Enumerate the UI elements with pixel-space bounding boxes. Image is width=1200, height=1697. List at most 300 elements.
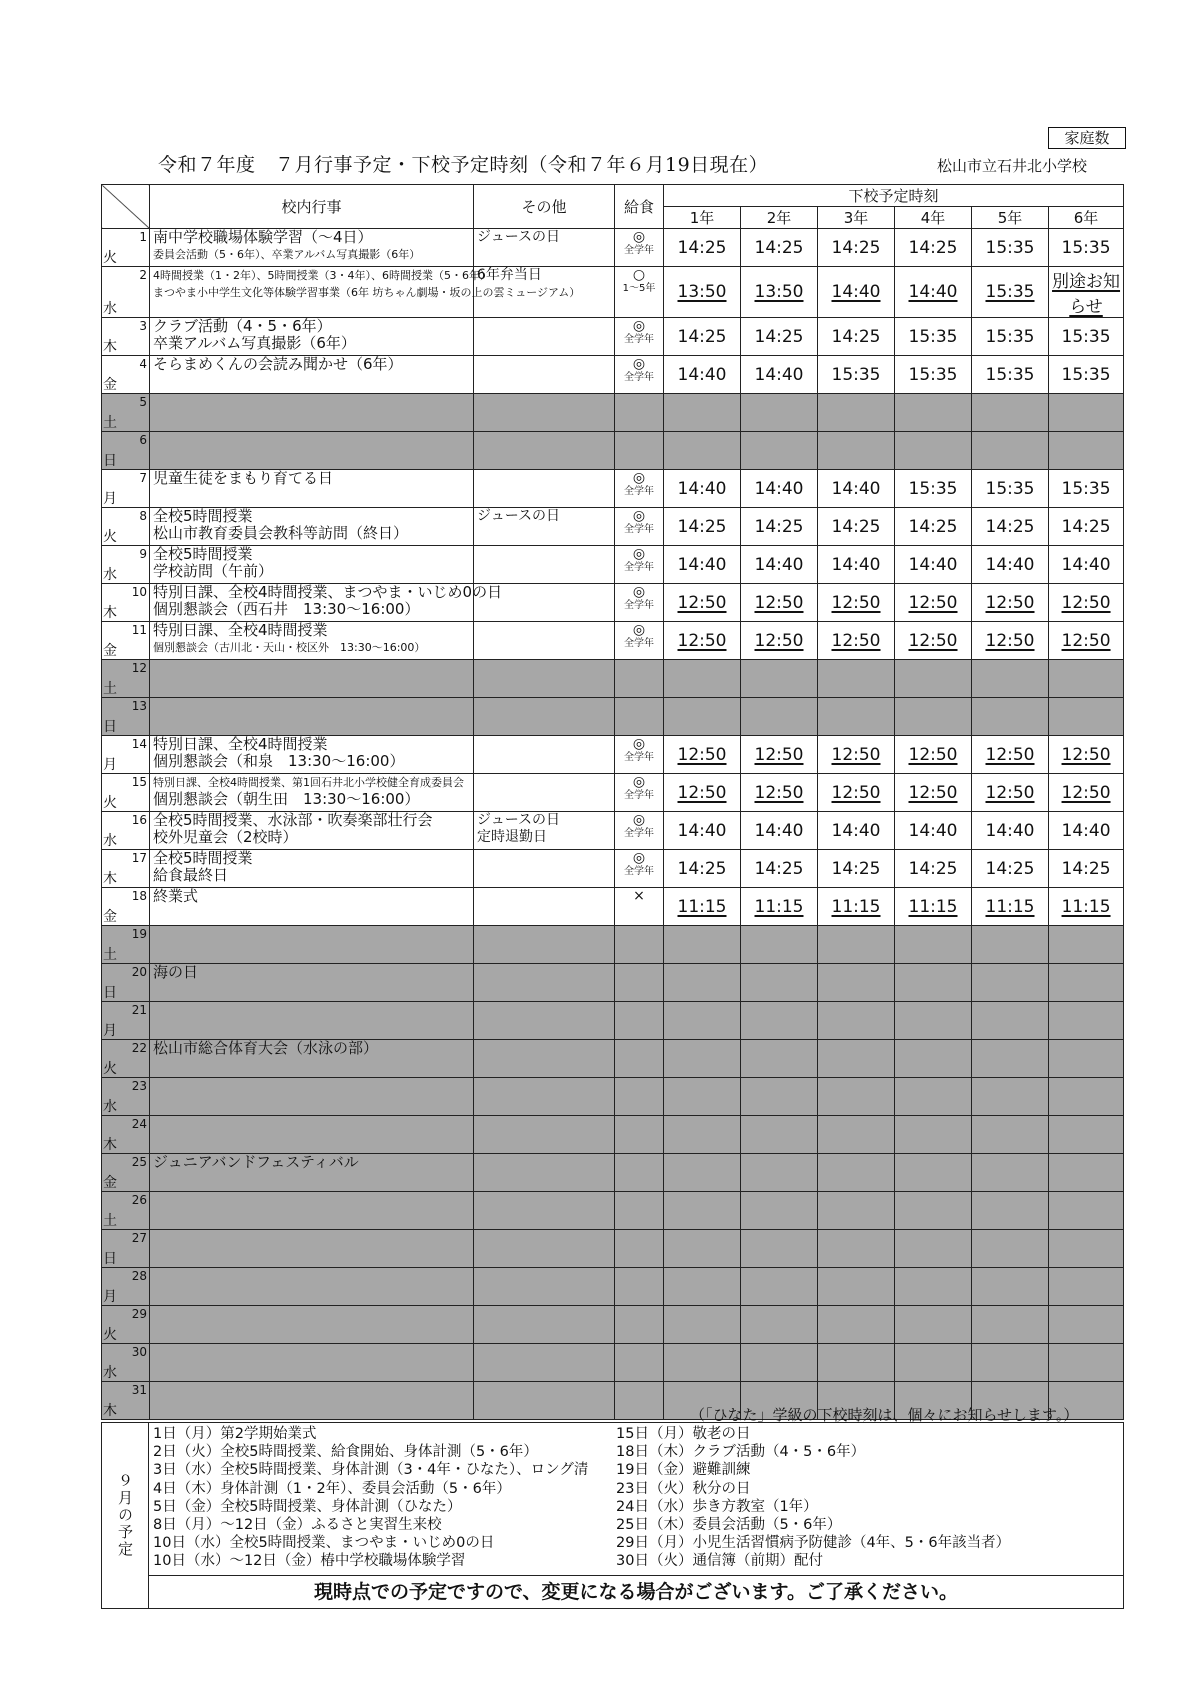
dismissal-time: 15:35 [972,318,1049,356]
dismissal-time: 15:35 [972,356,1049,394]
dismissal-time [741,1344,818,1382]
event-line: 児童生徒をまもり育てる日 [153,469,334,487]
meal-cell [615,318,664,356]
date-cell [102,1192,150,1230]
meal-symbol: ◎ [632,622,646,638]
meal-grades: 全学年 [624,828,654,839]
header-other: その他 [474,185,615,229]
dismissal-time: 13:50 [741,267,818,318]
meal-grades: 全学年 [624,866,654,877]
event-line: クラブ活動（4・5・6年） [153,317,332,335]
day-row [102,1078,1124,1116]
meal-symbol: ◎ [632,470,646,486]
dismissal-time [664,1154,741,1192]
weekday: 日 [103,719,117,735]
september-right-column [616,1425,1010,1571]
other-cell [474,508,615,546]
day-row [102,229,1124,267]
day-row [102,812,1124,850]
september-item: 2日（火）全校5時間授業、給食開始、身体計測（5・6年） [153,1444,538,1461]
dismissal-time: 11:15 [895,888,972,926]
meal-cell [615,964,664,1002]
meal-cell [615,356,664,394]
dismissal-time: 14:40 [741,546,818,584]
event-cell [150,888,474,926]
weekday: 水 [103,301,117,317]
weekday: 水 [103,567,117,583]
dismissal-time [664,1040,741,1078]
dismissal-time: 15:35 [1049,229,1124,267]
dismissal-time: 14:25 [895,508,972,546]
event-cell [150,583,503,622]
dismissal-time [972,1344,1049,1382]
dismissal-time: 12:50 [741,774,818,812]
day-number: 11 [131,623,147,637]
dismissal-time [895,1230,972,1268]
day-row [102,736,1124,774]
september-item: 5日（金）全校5時間授業、身体計測（ひなた） [153,1498,462,1515]
dismissal-time [1049,1230,1124,1268]
dismissal-time [741,394,818,432]
day-row [102,926,1124,964]
meal-grades: 全学年 [624,600,654,611]
dismissal-time: 12:50 [818,736,895,774]
other-cell [474,470,615,508]
dismissal-time [1049,1078,1124,1116]
day-row [102,698,1124,736]
other-text: ジュースの日 [477,229,561,245]
dismissal-time [664,1230,741,1268]
dismissal-time: 12:50 [818,622,895,660]
dismissal-time [818,1306,895,1344]
header-grade-3: 3年 [818,207,895,229]
dismissal-time [741,1154,818,1192]
date-cell [102,546,150,584]
dismissal-time: 15:35 [972,229,1049,267]
meal-cell [615,850,664,888]
day-row [102,1116,1124,1154]
closing-message: 現時点での予定ですので、変更になる場合がございます。ご了承ください。 [149,1576,1124,1609]
dismissal-time [972,1040,1049,1078]
meal-cell [615,584,664,622]
day-number: 5 [139,395,147,409]
event-line: 南中学校職場体験学習（～4日） [153,228,373,246]
day-row [102,660,1124,698]
day-number: 20 [131,965,147,979]
event-cell [150,698,474,736]
event-line: 個別懇談会（朝生田 13:30～16:00） [153,790,420,808]
dismissal-time: 14:40 [818,267,895,318]
weekday: 日 [103,453,117,469]
day-number: 4 [139,357,147,371]
day-row [102,1040,1124,1078]
dismissal-time: 14:25 [664,318,741,356]
dismissal-time: 14:25 [818,850,895,888]
date-cell [102,1040,150,1078]
september-item: 18日（木）クラブ活動（4・5・6年） [616,1444,866,1461]
dismissal-time: 13:50 [664,267,741,318]
dismissal-time: 14:40 [1049,812,1124,850]
date-cell [102,850,150,888]
meal-cell [615,267,664,318]
weekday: 木 [103,871,117,887]
dismissal-time: 12:50 [818,774,895,812]
header-dismissal: 下校予定時刻 [664,185,1124,207]
event-line: 4時間授業（1・2年）、5時間授業（3・4年）、6時間授業（5・6年） [153,269,491,282]
event-cell [150,394,474,432]
dismissal-time: 14:25 [664,229,741,267]
day-row [102,850,1124,888]
event-line: 終業式 [153,887,199,905]
weekday: 火 [103,795,117,811]
dismissal-time: 12:50 [664,622,741,660]
september-item: 30日（火）通信簿（前期）配付 [616,1553,823,1570]
dismissal-time [1049,660,1124,698]
page-title: 令和７年度 ７月行事予定・下校予定時刻（令和７年６月19日現在） [158,154,769,176]
dismissal-time [895,698,972,736]
dismissal-time [664,926,741,964]
weekday: 月 [103,491,117,507]
dismissal-time: 12:50 [895,736,972,774]
weekday: 水 [103,833,117,849]
other-cell [474,622,615,660]
dismissal-time [741,1192,818,1230]
event-cell [150,470,474,508]
dismissal-time [972,1192,1049,1230]
distribution-tag: 家庭数 [1048,127,1126,149]
dismissal-time [895,1306,972,1344]
dismissal-time: 15:35 [895,318,972,356]
dismissal-time: 14:40 [818,812,895,850]
date-cell [102,1344,150,1382]
weekday: 火 [103,1327,117,1343]
dismissal-time: 14:40 [664,470,741,508]
header-corner [102,185,150,229]
other-cell [474,356,615,394]
september-label-text: ９月の予定 [116,1473,134,1558]
day-row [102,508,1124,546]
meal-cell [615,432,664,470]
event-line: 特別日課、全校4時間授業 [153,621,328,639]
dismissal-time [818,432,895,470]
meal-grades: 1～5年 [622,283,656,294]
dismissal-time: 12:50 [972,774,1049,812]
other-cell [474,1382,615,1420]
dismissal-time: 14:25 [741,508,818,546]
meal-cell [615,622,664,660]
dismissal-time [972,1002,1049,1040]
event-line: 委員会活動（5・6年）、卒業アルバム写真撮影（6年） [153,248,421,261]
dismissal-time [664,1116,741,1154]
date-cell [102,888,150,926]
other-cell [474,1344,615,1382]
header-grade-5: 5年 [972,207,1049,229]
day-number: 22 [131,1041,147,1055]
meal-symbol: ◎ [632,850,646,866]
dismissal-time: 14:40 [741,356,818,394]
dismissal-time: 12:50 [664,736,741,774]
event-cell [150,1230,474,1268]
meal-symbol: ◎ [632,318,646,334]
dismissal-time [741,1268,818,1306]
date-cell [102,1154,150,1192]
meal-cell [615,1154,664,1192]
dismissal-time: 12:50 [664,774,741,812]
dismissal-time: 12:50 [895,584,972,622]
weekday: 金 [103,643,117,659]
date-cell [102,508,150,546]
other-cell [474,1040,615,1078]
other-cell [474,812,615,850]
event-cell [150,622,474,660]
dismissal-time: 12:50 [741,622,818,660]
dismissal-time [664,660,741,698]
other-cell [474,1154,615,1192]
dismissal-time [818,1116,895,1154]
dismissal-time: 11:15 [972,888,1049,926]
dismissal-time: 12:50 [972,622,1049,660]
event-cell [150,1078,474,1116]
meal-cell [615,508,664,546]
dismissal-time [895,394,972,432]
header-grade-6: 6年 [1049,207,1124,229]
meal-cell [615,888,664,926]
day-number: 7 [139,471,147,485]
day-number: 25 [131,1155,147,1169]
meal-grades: 全学年 [624,524,654,535]
meal-grades: 全学年 [624,372,654,383]
weekday: 木 [103,605,117,621]
dismissal-time [895,1192,972,1230]
dismissal-time [972,394,1049,432]
september-left-column [153,1425,588,1571]
dismissal-time [1049,1192,1124,1230]
other-cell [474,926,615,964]
day-number: 1 [139,230,147,244]
other-cell [474,1268,615,1306]
september-label [102,1423,149,1609]
day-row [102,622,1124,660]
meal-cell [615,1040,664,1078]
event-line: 学校訪問（午前） [153,562,274,580]
event-line: 個別懇談会（和泉 13:30～16:00） [153,752,405,770]
day-row [102,1154,1124,1192]
dismissal-time [741,432,818,470]
dismissal-time [895,1002,972,1040]
event-cell [150,660,474,698]
date-cell [102,470,150,508]
date-cell [102,1230,150,1268]
other-cell [474,660,615,698]
dismissal-time [818,660,895,698]
meal-symbol: ◎ [632,812,646,828]
event-line: 特別日課、全校4時間授業 [153,735,328,753]
dismissal-time [741,698,818,736]
day-number: 26 [131,1193,147,1207]
date-cell [102,584,150,622]
school-name: 松山市立石井北小学校 [937,157,1088,175]
dismissal-time: 14:25 [972,850,1049,888]
dismissal-time: 14:25 [1049,850,1124,888]
meal-grades: 全学年 [624,638,654,649]
other-cell [474,546,615,584]
date-cell [102,812,150,850]
september-items [149,1423,1123,1575]
dismissal-time: 15:35 [972,267,1049,318]
dismissal-time [895,432,972,470]
dismissal-time [1049,1040,1124,1078]
dismissal-time: 15:35 [1049,470,1124,508]
dismissal-time [741,660,818,698]
event-line: まつやま小中学生文化等体験学習事業（6年 坊ちゃん劇場・坂の上の雲ミュージアム） [153,286,581,299]
day-row [102,267,1124,318]
day-number: 29 [131,1307,147,1321]
event-line: 松山市教育委員会教科等訪問（終日） [153,524,409,542]
header-grade-2: 2年 [741,207,818,229]
day-number: 21 [131,1003,147,1017]
dismissal-time [972,1268,1049,1306]
day-row [102,356,1124,394]
date-cell [102,964,150,1002]
date-cell [102,1002,150,1040]
event-cell [150,736,474,774]
dismissal-time [818,1154,895,1192]
event-line: 校外児童会（2校時） [153,828,298,846]
day-number: 6 [139,433,147,447]
dismissal-time [972,1230,1049,1268]
september-item: 10日（水）～12日（金）椿中学校職場体験学習 [153,1553,466,1570]
other-cell [474,736,615,774]
hinata-note: （「ひなた」学級の下校時刻は、個々にお知らせします。） [690,1406,1079,1424]
dismissal-time: 14:25 [818,318,895,356]
dismissal-time [1049,1268,1124,1306]
date-cell [102,229,150,267]
meal-cell [615,660,664,698]
weekday: 金 [103,377,117,393]
dismissal-time [895,1154,972,1192]
meal-cell [615,1306,664,1344]
weekday: 土 [103,681,117,697]
date-cell [102,1382,150,1420]
dismissal-time [741,1116,818,1154]
dismissal-time [895,1268,972,1306]
dismissal-time [972,660,1049,698]
dismissal-time [1049,1002,1124,1040]
september-item: 23日（火）秋分の日 [616,1480,751,1497]
dismissal-time [741,1040,818,1078]
day-number: 30 [131,1345,147,1359]
other-cell [474,1078,615,1116]
day-number: 16 [131,813,147,827]
weekday: 月 [103,1289,117,1305]
event-cell [150,432,474,470]
meal-cell [615,470,664,508]
date-cell [102,698,150,736]
meal-cell [615,546,664,584]
meal-cell [615,774,664,812]
dismissal-time: 14:25 [741,229,818,267]
date-cell [102,1306,150,1344]
dismissal-time: 14:25 [895,229,972,267]
dismissal-time [818,926,895,964]
dismissal-time: 14:40 [1049,546,1124,584]
dismissal-time: 12:50 [818,584,895,622]
day-number: 12 [131,661,147,675]
dismissal-time: 14:40 [664,546,741,584]
day-number: 27 [131,1231,147,1245]
date-cell [102,660,150,698]
date-cell [102,736,150,774]
dismissal-time [895,1344,972,1382]
day-number: 13 [131,699,147,713]
dismissal-time: 12:50 [1049,584,1124,622]
dismissal-time: 14:40 [818,546,895,584]
day-number: 2 [139,268,147,282]
dismissal-time [1049,1116,1124,1154]
weekday: 木 [103,1403,117,1419]
dismissal-time: 14:40 [664,356,741,394]
header-events: 校内行事 [150,185,474,229]
dismissal-time: 14:40 [664,812,741,850]
dismissal-time [741,964,818,1002]
dismissal-time: 12:50 [741,736,818,774]
other-cell [474,774,615,812]
event-line: 全校5時間授業、水泳部・吹奏楽部壮行会 [153,811,433,829]
dismissal-time: 14:25 [895,850,972,888]
dismissal-time [1049,964,1124,1002]
september-item: 25日（木）委員会活動（5・6年） [616,1516,842,1533]
day-number: 17 [131,851,147,865]
dismissal-time: 11:15 [664,888,741,926]
dismissal-time [741,1230,818,1268]
weekday: 水 [103,1099,117,1115]
dismissal-time: 14:40 [972,812,1049,850]
dismissal-time: 14:25 [972,508,1049,546]
date-cell [102,622,150,660]
dismissal-time: 14:25 [1049,508,1124,546]
date-cell [102,267,150,318]
day-row [102,774,1124,812]
day-row [102,584,1124,622]
meal-cell [615,1382,664,1420]
dismissal-time [972,698,1049,736]
event-cell [150,1116,474,1154]
july-schedule-table [101,184,1124,1420]
day-number: 23 [131,1079,147,1093]
september-item: 3日（水）全校5時間授業、身体計測（3・4年・ひなた）、ロング清 [153,1462,589,1479]
meal-symbol: ◎ [632,508,646,524]
weekday: 金 [103,909,117,925]
meal-cell [615,1268,664,1306]
dismissal-time [741,1306,818,1344]
weekday: 火 [103,1061,117,1077]
dismissal-time [895,926,972,964]
september-item: 4日（木）身体計測（1・2年）、委員会活動（5・6年） [153,1480,511,1497]
september-item: 8日（月）～12日（金）ふるさと実習生来校 [153,1516,442,1533]
weekday: 金 [103,1175,117,1191]
other-cell [474,1192,615,1230]
dismissal-time [818,1078,895,1116]
other-cell [474,698,615,736]
meal-cell [615,1192,664,1230]
dismissal-time [895,1116,972,1154]
day-row [102,546,1124,584]
other-text: 6年弁当日 [477,267,542,283]
dismissal-time [972,964,1049,1002]
dismissal-time: 15:35 [895,470,972,508]
day-row [102,1192,1124,1230]
dismissal-time: 14:25 [741,850,818,888]
